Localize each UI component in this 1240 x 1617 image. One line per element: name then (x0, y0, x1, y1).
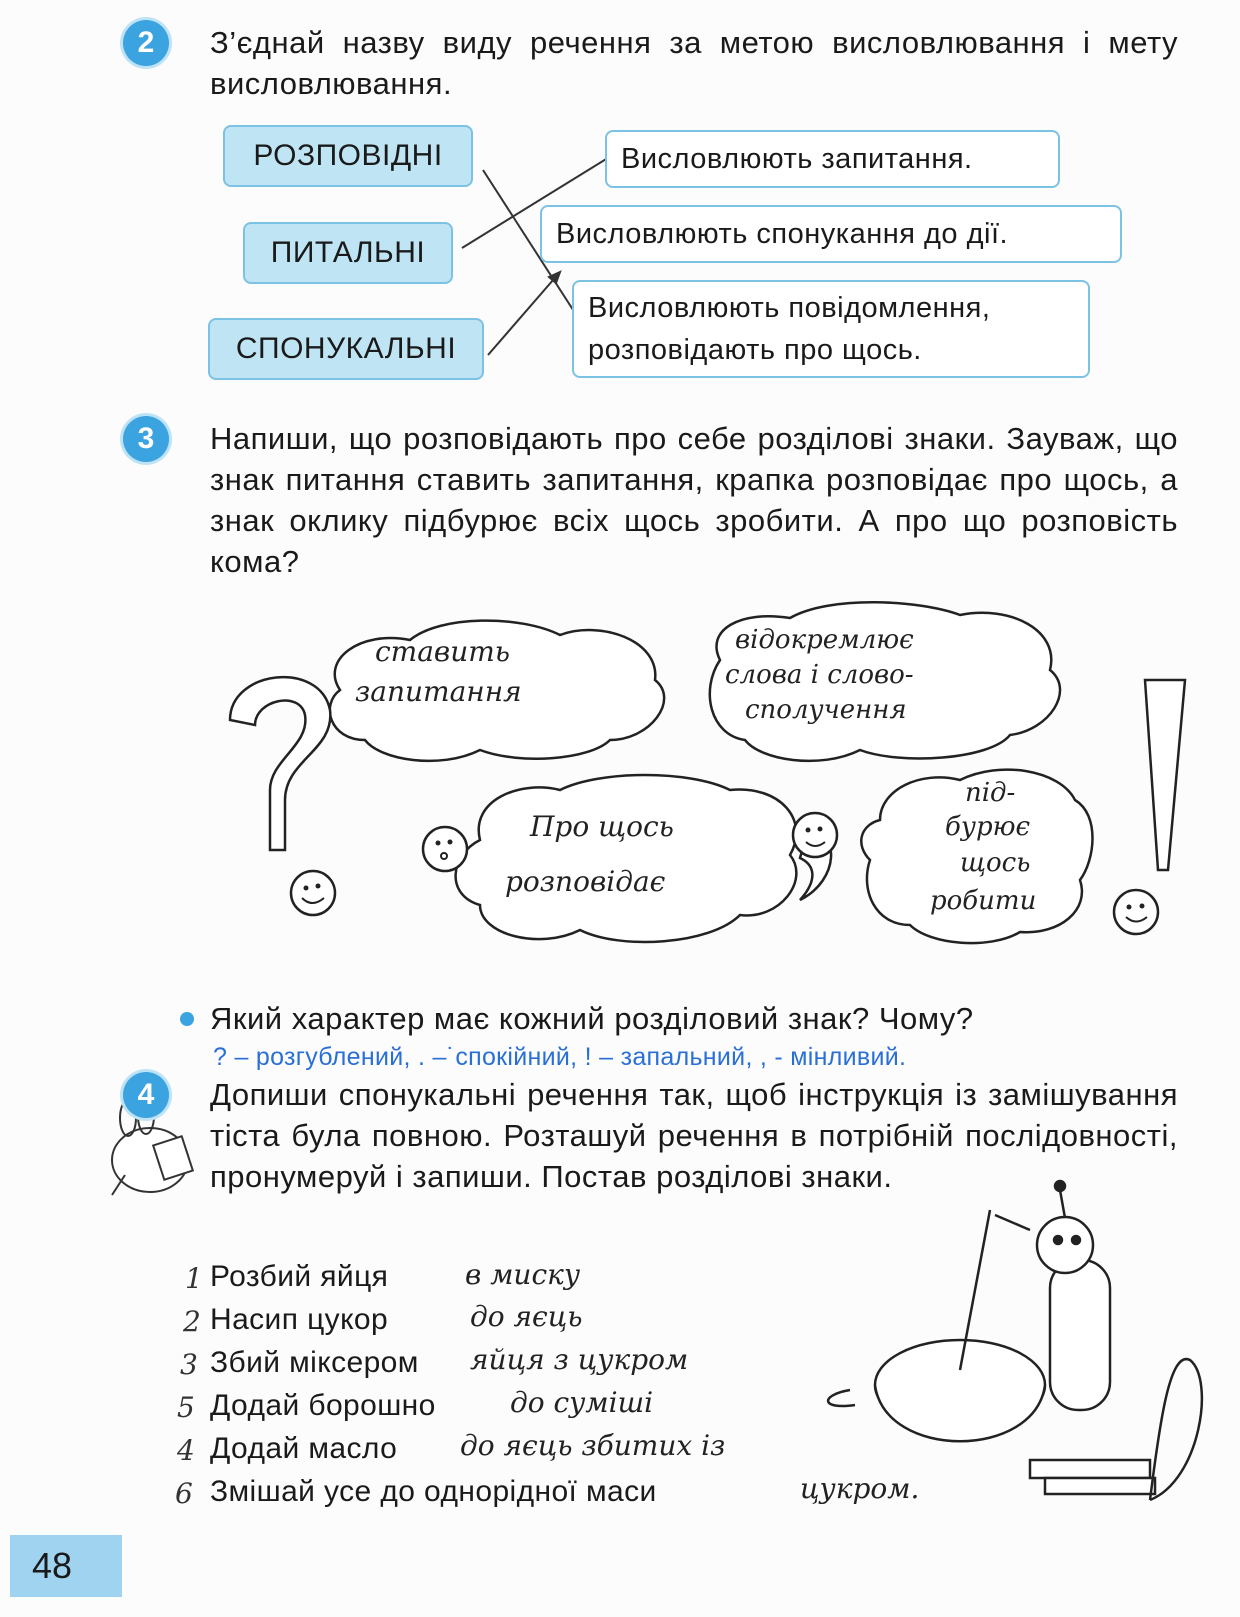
step-handwritten-text: до суміші (510, 1386, 654, 1419)
step-number: 3 (180, 1348, 198, 1381)
step-printed-text: Додай масло (210, 1432, 398, 1465)
exclamation-icon (1145, 680, 1185, 870)
task-3-question: Який характер має кожний розділовий знак? Чому? (210, 1001, 974, 1036)
step-printed-text: Збий міксером (210, 1346, 419, 1379)
period-smiley-icon (423, 827, 467, 871)
sentence-type-interrogative: ПИТАЛЬНІ (243, 222, 453, 284)
sentence-type-declarative: РОЗПОВІДНІ (223, 125, 473, 187)
goal-incentive: Висловлюють спонукання до дії. (540, 205, 1122, 263)
robot-mixing-illustration (828, 1181, 1202, 1500)
step-handwritten-text: яйця з цукром (470, 1343, 689, 1376)
task-number-badge: 3 (123, 416, 169, 462)
step-handwritten-text: до яєць збитих із (460, 1429, 726, 1462)
task-number-badge: 4 (123, 1072, 169, 1118)
goal-statement: Висловлюють повідомлення, розповідають про щось. (572, 280, 1090, 378)
step-printed-text: Насип цукор (210, 1303, 389, 1336)
step-number: 1 (185, 1262, 203, 1295)
page-number: 48 (10, 1535, 122, 1597)
step-number: 5 (177, 1391, 195, 1424)
bubble-question-text-line: ставить (375, 635, 511, 668)
step-handwritten-text: до яєць (470, 1300, 583, 1333)
step-number: 4 (177, 1434, 195, 1467)
bubble-period-text-line: розповідає (505, 865, 666, 898)
cloud-period (456, 775, 797, 942)
sentence-type-imperative: СПОНУКАЛЬНІ (208, 318, 484, 380)
smiley-icon (291, 871, 335, 915)
step-handwritten-text: в миску (465, 1258, 581, 1291)
task-number-badge: 2 (123, 20, 169, 66)
question-mark-icon (230, 677, 330, 850)
bullet-icon (180, 1012, 194, 1026)
bubble-period-text-line: Про щось (530, 810, 674, 843)
bubble-exclamation-text-line: бурює (945, 812, 1031, 842)
bubble-exclamation-text-line: щось (960, 848, 1031, 878)
step-number: 6 (175, 1477, 193, 1510)
bubble-exclamation-text-line: під- (965, 778, 1016, 808)
exclamation-smiley-icon (1114, 890, 1158, 934)
task-3-instruction: Напиши, що розповідають про себе розділові знаки. Зауваж, що знак питання ставить запитання, крапка розповідає про щось, а знак оклику підбурює всіх щось зробити. А про що розповість кома? (210, 421, 1178, 579)
bubble-comma-text-line: відокремлює (735, 625, 914, 655)
goal-question: Висловлюють запитання. (605, 130, 1060, 188)
step-handwritten-text: цукром. (800, 1472, 920, 1505)
bubble-question-text-line: запитання (355, 675, 522, 708)
step-number: 2 (183, 1305, 201, 1338)
task-2-instruction: З’єднай назву виду речення за метою висловлювання і мету висловлювання. (210, 25, 1178, 101)
step-printed-text: Змішай усе до однорідної маси (210, 1475, 657, 1508)
bubble-exclamation-text-line: робити (930, 886, 1037, 916)
bubble-comma-text-line: слова і слово- (725, 660, 914, 690)
step-printed-text: Додай борошно (210, 1389, 436, 1422)
comma-smiley-icon (793, 813, 837, 857)
bubble-comma-text-line: сполучення (745, 695, 907, 725)
task-4-instruction: Допиши спонукальні речення так, щоб інструкція із замішування тіста була повною. Розташуй речення в потрібній послідовності, пронумеруй і запиши. Постав розділові знаки. (210, 1077, 1178, 1194)
task-3-answer: ? – розгублений, . –˙спокійний, ! – запальний, , - мінливий. (213, 1043, 907, 1071)
connector-line (488, 272, 560, 355)
step-printed-text: Розбий яйця (210, 1260, 389, 1293)
